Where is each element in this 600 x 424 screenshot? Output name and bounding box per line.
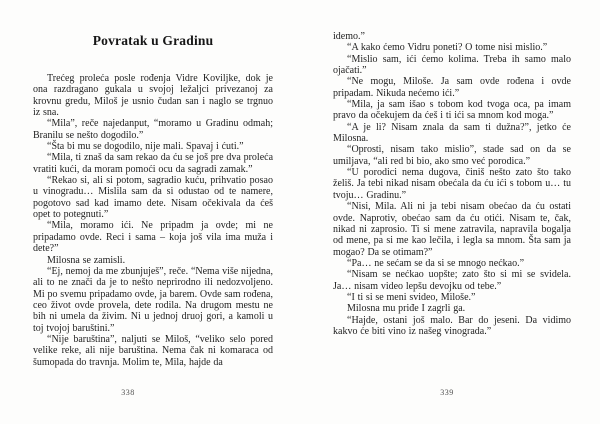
paragraph: “Mila, moramo ići. Ne pripadm ja ovde; mi ne pripadamo ovde. Reci i sama – koja još vila ima muža i dete?”	[33, 220, 273, 255]
left-page	[33, 31, 273, 368]
paragraph: “Mila, ti znaš da sam rekao da ću se još pre dva proleća vratiti kući, da moram pomoći ocu da sagradi zamak.”	[33, 152, 274, 175]
paragraph: “Nisi, Mila. Ali ni ja tebi nisam obećao da ću ostati ovde. Naprotiv, obećao sam da ću otići. Nisam te, čak, nikad ni zaprosio. Ti si mene zatravila, napravila bogalja od mene, pa si me kao lečila, i legla sa mnom. Šta sam ja mogao? Da se otimam?”	[333, 201, 571, 258]
paragraph: “Mila”, reče najedanput, “moramo u Gradinu odmah; Branilu se nešto dogodilo.”	[33, 118, 273, 141]
paragraph: “Nije baruština”, naljuti se Miloš, “veliko selo pored velike reke, ali nije baruština. Nema čak ni komaraca od šumopada do travnja. Molim te, Mila, hajde da	[33, 333, 273, 368]
paragraph: “Hajde, ostani još malo. Bar do jeseni. Da vidimo kakvo će biti vino iz našeg vinograda.”	[333, 314, 571, 337]
paragraph: Trećeg proleća posle rođenja Vidre Koviljke, dok je ona razdragano gukala u svojoj ležaljci privezanoj za krovnu gredu, Miloš je usnio čudan san i naglo se trgnuo iz sna.	[33, 73, 273, 119]
left-page-number: 338	[121, 388, 135, 397]
paragraph: “Nisam se nećkao uopšte; zato što si mi se svidela. Ja… nisam video lepšu devojku od tebe.”	[333, 269, 571, 292]
paragraph: “Mila, ja sam išao s tobom kod tvoga oca, pa imam pravo da očekujem da ćeš i ti ići sa mnom kod moga.”	[333, 99, 571, 122]
left-page-text	[33, 73, 273, 368]
paragraph: idemo.”	[333, 31, 365, 42]
paragraph: “Oprosti, nisam tako mislio”, stade sad on da se umiljava, “ali red bi bio, ako smo već porodica.”	[333, 144, 571, 167]
paragraph: “Mislio sam, ići ćemo kolima. Treba ih samo malo ojačati.”	[333, 53, 571, 77]
chapter-title: Povratak u Gradinu	[92, 33, 214, 48]
right-page-number: 339	[440, 388, 454, 397]
paragraph: “Rekao si, ali si potom, sagradio kuću, prihvatio posao u vinogradu… Mislila sam da si odustao od te namere, pogotovo sad kad imamo dete. Nisam očekivala da ćeš opet to potegnuti.”	[33, 175, 273, 221]
paragraph: Milosna mu priđe I zagrli ga.	[347, 303, 466, 315]
paragraph: “Ej, nemoj da me zbunjuješ”, reče. “Nema više nijedna, ali to ne znači da je to nešto neprirodno ili nedozvoljeno. Mi po svemu pripadamo ovde, ja barem. Ovde sam rođena, ceo život ovde provela, dete rodila. Na drugom mestu ne bih ni umela da živim. Ni u jednoj druoj gori, a kamoli u toj tvojoj baruštini.”	[33, 265, 273, 334]
paragraph: “Pa… ne sećam se da si se mnogo nećkao.”	[347, 257, 525, 269]
paragraph: Milosna se zamisli.	[47, 254, 126, 266]
paragraph: “Šta bi mu se dogodilo, nije mali. Spavaj i ćuti.”	[47, 141, 244, 153]
paragraph: “I ti si se meni svideo, Miloše.”	[347, 291, 476, 303]
paragraph: “U porodici nema dugova, činiš nešto zato što tako želiš. Ja tebi nikad nisam obećala da ću ići s tobom u… tu tvoju… Gradinu.”	[333, 167, 571, 201]
paragraph: “A je li? Nisam znala da sam ti dužna?”, jetko će Milosna.	[333, 121, 571, 145]
paragraph: “Ne mogu, Miloše. Ja sam ovde rođena i ovde pripadam. Nikuda nećemo ići.”	[333, 76, 571, 99]
right-page	[333, 31, 571, 337]
right-page-text	[333, 31, 571, 337]
paragraph: “A kako ćemo Vidru poneti? O tome nisi mislio.”	[347, 42, 548, 54]
